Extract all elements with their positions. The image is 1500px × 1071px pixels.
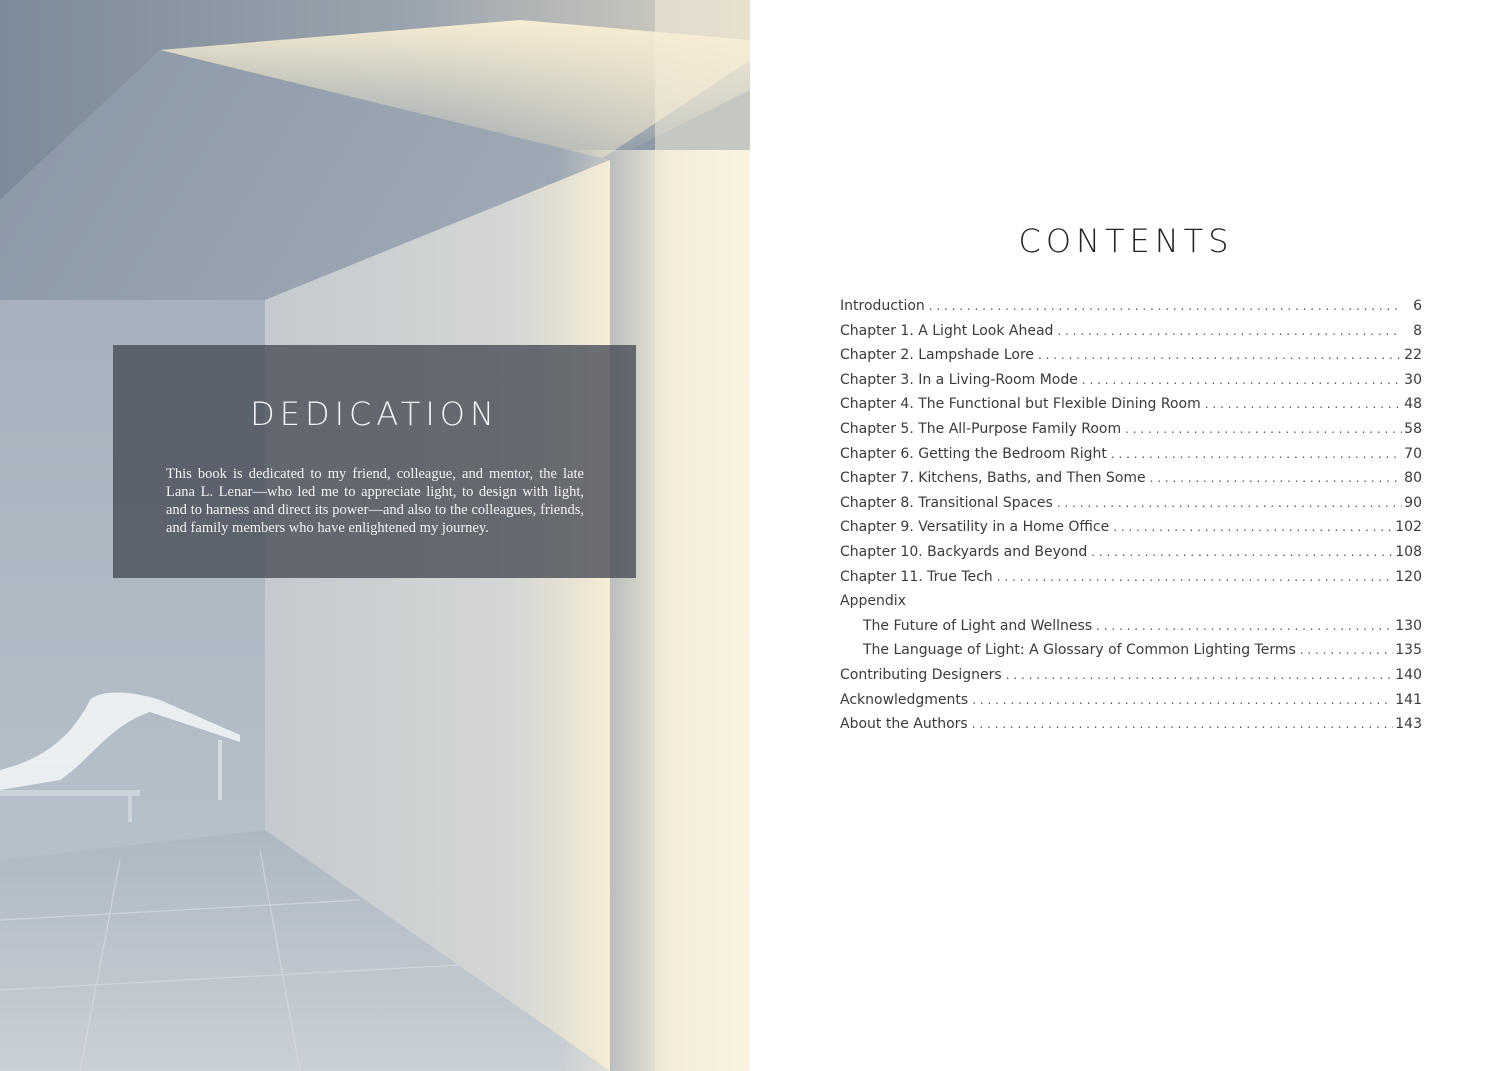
- toc-entry-label: Chapter 2. Lampshade Lore: [840, 347, 1035, 364]
- toc-leader-dots: [1150, 471, 1402, 485]
- toc-entry: [840, 421, 1422, 446]
- toc-entry-page: 130: [1395, 617, 1422, 634]
- toc-entry: [840, 470, 1422, 495]
- contents-page: [750, 0, 1500, 1071]
- toc-entry: [840, 396, 1422, 421]
- toc-entry: [840, 372, 1422, 397]
- toc-leader-dots: [972, 717, 1394, 731]
- toc-entry: [840, 446, 1422, 471]
- toc-entry-page: 140: [1395, 666, 1422, 683]
- toc-entry-page: 48: [1404, 396, 1422, 413]
- toc-entry: [840, 298, 1422, 323]
- toc-entry-label: Appendix: [840, 593, 906, 610]
- toc-leader-dots: [1006, 668, 1394, 682]
- toc-entry: [840, 716, 1422, 741]
- toc-leader-dots: [1091, 545, 1393, 559]
- toc-entry-label: Introduction: [840, 298, 925, 314]
- toc-leader-dots: [1057, 324, 1402, 338]
- toc-entry-page: 58: [1404, 420, 1422, 437]
- toc-entry: [840, 323, 1422, 348]
- toc-entry: [840, 692, 1422, 717]
- toc-entry-page: 108: [1395, 543, 1422, 560]
- toc-entry: [840, 642, 1422, 667]
- toc-leader-dots: [929, 299, 1402, 313]
- toc-leader-dots: [997, 570, 1394, 584]
- dedication-title: DEDICATION: [250, 395, 499, 433]
- toc-entry: [840, 569, 1422, 594]
- toc-entry-page: 30: [1404, 371, 1422, 388]
- toc-entry-page: 143: [1395, 716, 1422, 733]
- toc-entry-label: Chapter 4. The Functional but Flexible Dining Room: [840, 396, 1201, 413]
- toc-leader-dots: [1038, 348, 1402, 362]
- toc-entry-label: The Future of Light and Wellness: [863, 617, 1093, 634]
- toc-entry-page: 70: [1404, 445, 1422, 462]
- toc-entry-label: Acknowledgments: [840, 691, 969, 708]
- table-of-contents: [840, 298, 1422, 741]
- toc-entry: [840, 347, 1422, 372]
- contents-title: CONTENTS: [1018, 222, 1234, 260]
- toc-entry-label: Chapter 1. A Light Look Ahead: [840, 322, 1054, 339]
- toc-leader-dots: [1057, 496, 1402, 510]
- toc-entry: [840, 544, 1422, 569]
- toc-entry-label: The Language of Light: A Glossary of Common Lighting Terms: [863, 642, 1296, 659]
- toc-leader-dots: [1205, 397, 1402, 411]
- toc-entry-label: Chapter 3. In a Living-Room Mode: [840, 371, 1078, 388]
- toc-entry-label: Contributing Designers: [840, 666, 1002, 683]
- toc-entry-label: Chapter 5. The All-Purpose Family Room: [840, 420, 1122, 437]
- toc-leader-dots: [1082, 373, 1402, 387]
- toc-entry-label: Chapter 9. Versatility in a Home Office: [840, 519, 1110, 536]
- toc-leader-dots: [1300, 643, 1393, 657]
- toc-leader-dots: [1111, 447, 1402, 461]
- toc-entry-page: 135: [1395, 642, 1422, 659]
- toc-leader-dots: [1113, 520, 1393, 534]
- toc-leader-dots: [1125, 422, 1402, 436]
- toc-entry-page: 22: [1404, 347, 1422, 364]
- toc-entry-label: Chapter 6. Getting the Bedroom Right: [840, 445, 1107, 462]
- dedication-text: This book is dedicated to my friend, colleague, and mentor, the late Lana L. Lenar—who led me to appreciate light, to design with light, and to harness and direct its power—and also to the colleagues, friends, and family members who have enlightened my journey.: [166, 466, 584, 536]
- toc-entry-page: 8: [1413, 322, 1422, 339]
- toc-entry: [840, 495, 1422, 520]
- toc-entry: [840, 519, 1422, 544]
- toc-entry: [840, 593, 1422, 618]
- toc-leader-dots: [972, 693, 1393, 707]
- toc-entry-label: About the Authors: [840, 716, 968, 733]
- toc-entry-page: 90: [1404, 494, 1422, 511]
- toc-entry-label: Chapter 11. True Tech: [840, 568, 993, 585]
- toc-entry: [840, 667, 1422, 692]
- toc-entry-page: 6: [1413, 298, 1422, 314]
- toc-entry-page: 120: [1395, 568, 1422, 585]
- toc-leader-dots: [1096, 619, 1393, 633]
- toc-entry-page: 102: [1395, 519, 1422, 536]
- toc-entry-page: 141: [1395, 691, 1422, 708]
- dedication-panel: [113, 345, 636, 578]
- toc-entry-label: Chapter 7. Kitchens, Baths, and Then Some: [840, 470, 1146, 487]
- toc-entry-label: Chapter 8. Transitional Spaces: [840, 494, 1053, 511]
- toc-entry-page: 80: [1404, 470, 1422, 487]
- toc-entry: [840, 618, 1422, 643]
- toc-entry-label: Chapter 10. Backyards and Beyond: [840, 543, 1088, 560]
